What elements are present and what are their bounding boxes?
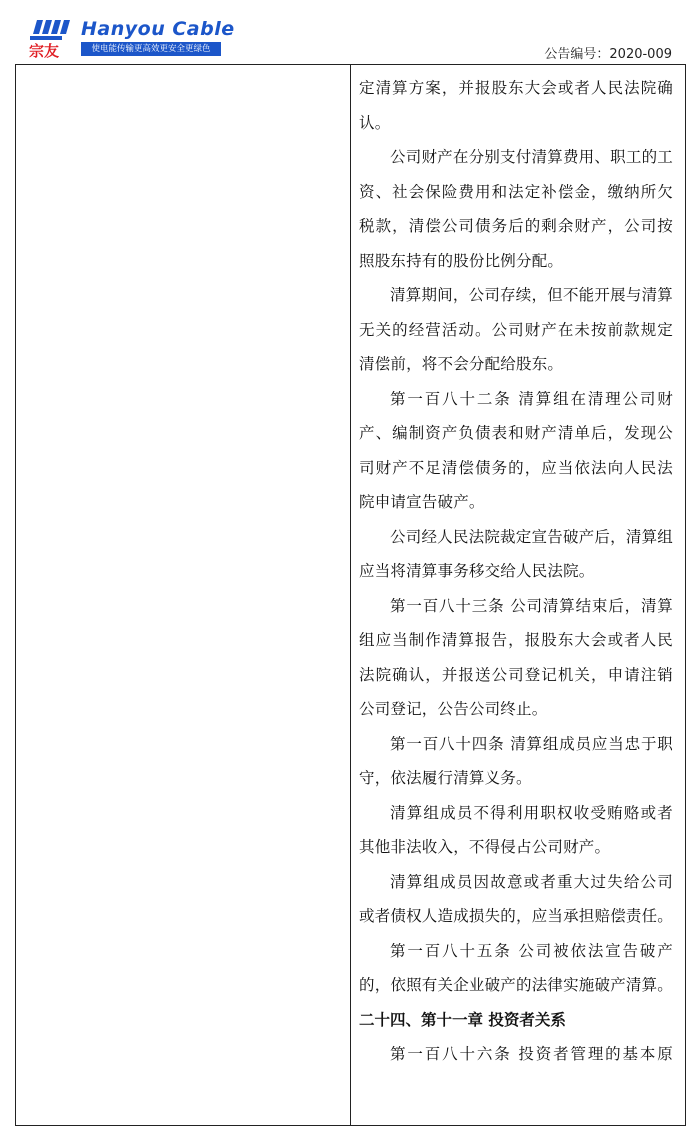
text-line: 清算组成员因故意或者重大过失给公司: [390, 872, 673, 891]
text-line: 认。: [359, 113, 391, 132]
text-line: 无关的经营活动。公司财产在未按前款规定: [359, 320, 673, 339]
logo-cn-text: 宗友: [29, 42, 60, 60]
page-header: [0, 0, 700, 64]
text-line: 公司财产在分别支付清算费用、职工的工: [390, 148, 673, 166]
text-line: 或者债权人造成损失的，应当承担赔偿责任。: [359, 907, 674, 925]
text-line: 定清算方案，并报股东大会或者人民法院确: [359, 79, 673, 97]
right-column-cell: [351, 65, 685, 1125]
logo-slogan: 使电能传输更高效更安全更绿色: [81, 42, 221, 56]
text-line: 公司登记，公告公司终止。: [359, 700, 548, 718]
company-logo: [27, 18, 235, 60]
text-line: 清偿前，将不会分配给股东。: [359, 355, 564, 373]
section-heading: 二十四、第十一章 投资者关系: [359, 1010, 566, 1029]
text-line: 守，依法履行清算义务。: [359, 769, 532, 787]
text-line: 第一百八十四条 清算组成员应当忠于职: [390, 734, 673, 753]
logo-english-name: Hanyou Cable: [81, 18, 235, 40]
logo-mark-icon: [27, 18, 77, 60]
text-line: 其他非法收入，不得侵占公司财产。: [359, 838, 611, 856]
article-text-continued: [359, 1037, 673, 1072]
text-line: 院申请宣告破产。: [359, 493, 485, 511]
text-line: 第一百八十五条 公司被依法宣告破产: [390, 941, 673, 960]
text-line: 资、社会保险费用和法定补偿金，缴纳所欠: [359, 182, 673, 201]
article-text: [359, 71, 673, 1003]
text-line: 清算组成员不得利用职权收受贿赂或者: [390, 803, 673, 822]
text-line: 组应当制作清算报告，报股东大会或者人民: [359, 631, 673, 649]
text-line: 法院确认，并报送公司登记机关，申请注销: [359, 665, 673, 684]
text-line: 产、编制资产负债表和财产清单后，发现公: [359, 424, 673, 442]
text-line: 的，依照有关企业破产的法律实施破产清算。: [359, 976, 674, 994]
text-line: 司财产不足清偿债务的，应当依法向人民法: [359, 458, 673, 477]
text-line: 税款，清偿公司债务后的剩余财产，公司按: [359, 217, 673, 235]
text-line: 应当将清算事务移交给人民法院。: [359, 562, 595, 580]
left-column-cell: [16, 65, 351, 1125]
text-line: 公司经人民法院裁定宣告破产后，清算组: [390, 527, 673, 546]
comparison-table: [15, 64, 686, 1126]
text-line: 清算期间，公司存续，但不能开展与清算: [390, 286, 673, 304]
text-line: 照股东持有的股份比例分配。: [359, 251, 564, 270]
notice-number: 公告编号：2020-009: [544, 47, 672, 62]
text-line: 第一百八十六条 投资者管理的基本原: [390, 1045, 673, 1063]
text-line: 第一百八十三条 公司清算结束后，清算: [390, 596, 673, 615]
text-line: 第一百八十二条 清算组在清理公司财: [390, 389, 673, 408]
